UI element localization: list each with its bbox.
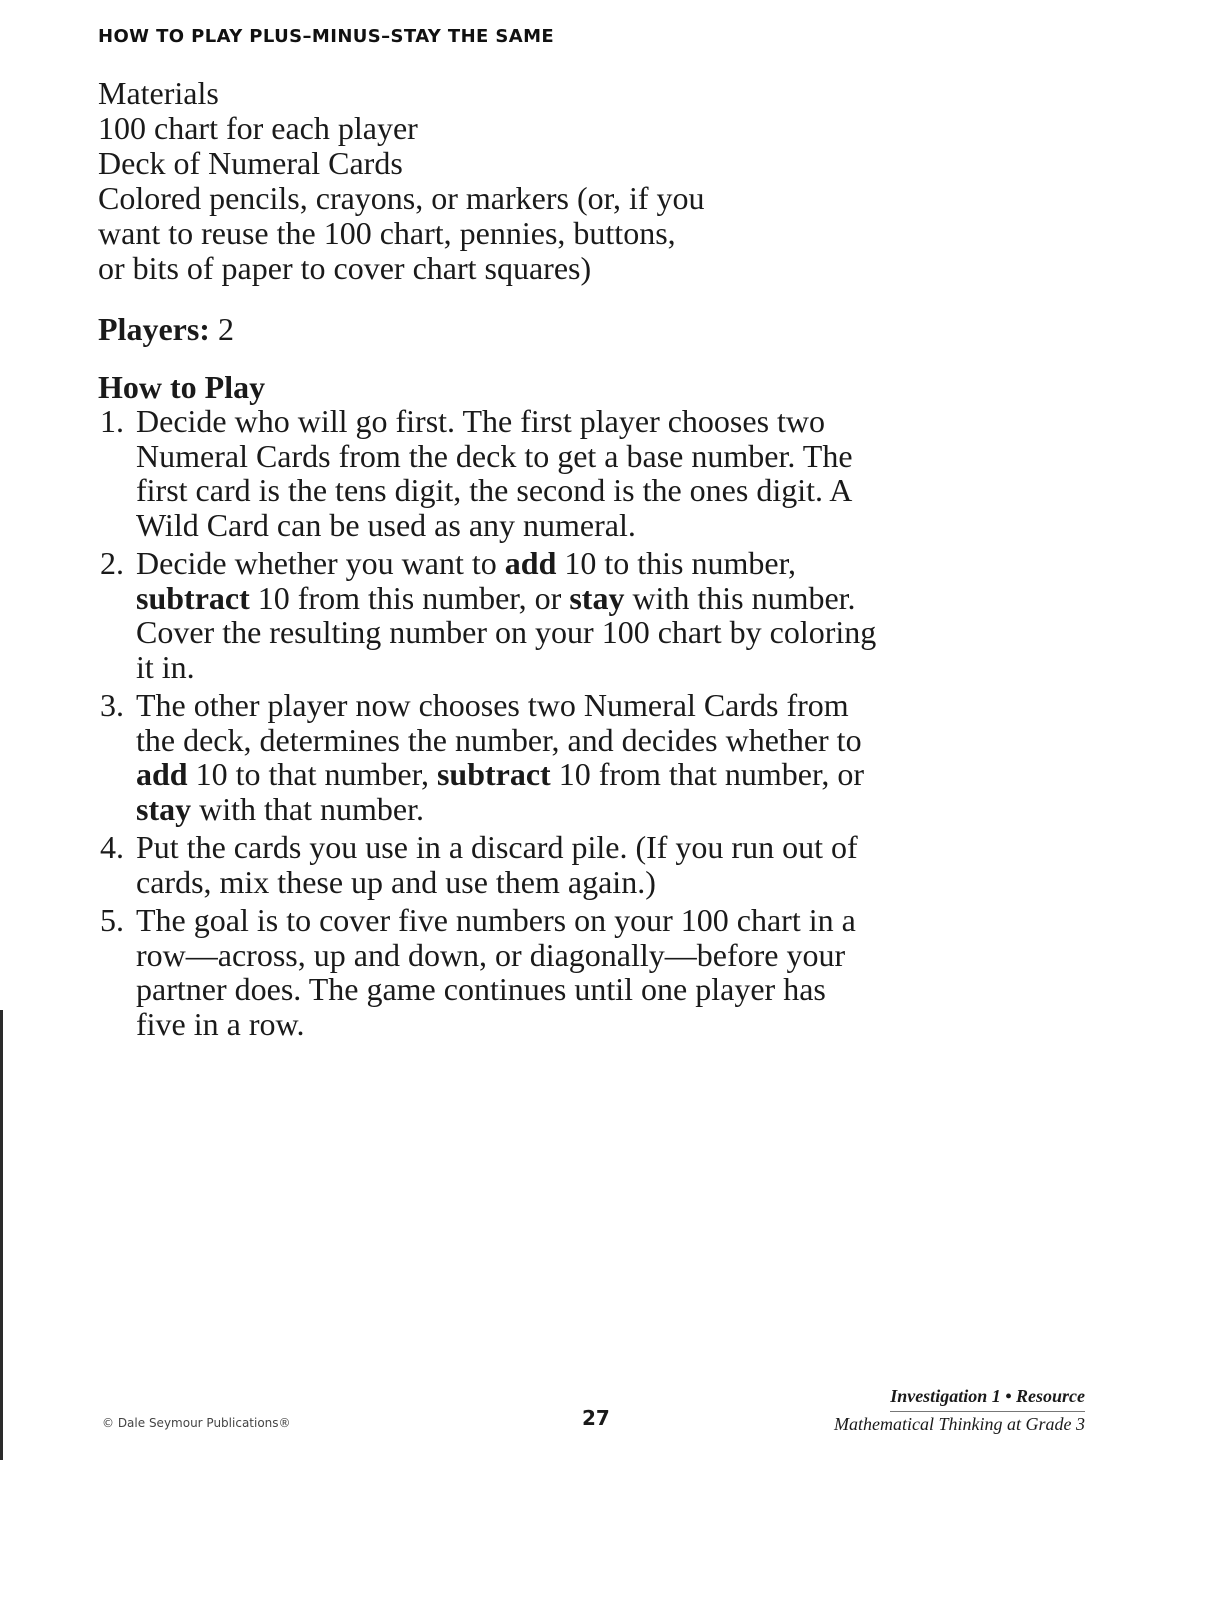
keyword-add: add <box>504 545 557 581</box>
step-text: 10 from this number, or <box>249 579 570 616</box>
step-text: The goal is to cover five numbers on your 100 chart in a row—across, up and down, or diagonally—before your partner does. The game continues until one player has five in a row. <box>136 902 856 1042</box>
materials-item: or bits of paper to cover chart squares) <box>98 250 592 286</box>
materials-item: Colored pencils, crayons, or markers (or, if you <box>98 180 705 216</box>
step-text: Decide who will go first. The first player chooses two Numeral Cards from the deck to get a base number. The first card is the tens digit, the second is the ones digit. A Wild Card can be used as any numeral. <box>136 403 853 543</box>
step-text: with this number. Cover the resulting number on your 100 chart by coloring it in. <box>136 579 877 685</box>
materials-heading: Materials <box>98 75 219 111</box>
step-item <box>100 546 880 684</box>
step-text: 10 to this number, <box>556 545 796 581</box>
step-number: 2. <box>100 545 124 581</box>
materials-item: want to reuse the 100 chart, pennies, buttons, <box>98 215 676 251</box>
step-text: Put the cards you use in a discard pile. (If you run out of cards, mix these up and use them again.) <box>136 829 858 900</box>
keyword-stay: stay <box>569 579 625 616</box>
keyword-stay: stay <box>136 790 192 827</box>
copyright-notice: © Dale Seymour Publications® <box>102 1416 291 1430</box>
step-text: 10 to that number, <box>187 756 437 792</box>
page-number: 27 <box>582 1406 610 1430</box>
players-value: 2 <box>217 311 234 347</box>
step-number: 3. <box>100 687 124 723</box>
step-item <box>100 688 880 826</box>
step-number: 5. <box>100 902 124 938</box>
keyword-add: add <box>136 756 188 792</box>
keyword-subtract: subtract <box>136 579 250 616</box>
steps-list <box>100 404 880 1045</box>
page-header: HOW TO PLAY PLUS–MINUS–STAY THE SAME <box>98 26 555 47</box>
materials-section <box>98 76 858 286</box>
step-text: The other player now chooses two Numeral Cards from the deck, determines the number, and decides whether to <box>136 687 862 758</box>
footer-resource-info <box>834 1384 1085 1437</box>
step-text: 10 from that number, or <box>550 756 865 792</box>
how-to-play-heading: How to Play <box>98 369 266 405</box>
footer-investigation: Investigation 1 • Resource <box>890 1384 1085 1412</box>
step-text: Decide whether you want to <box>136 545 505 581</box>
step-number: 1. <box>100 403 124 439</box>
step-text: with that number. <box>191 790 424 827</box>
footer-book-title: Mathematical Thinking at Grade 3 <box>834 1414 1085 1434</box>
step-number: 4. <box>100 829 124 865</box>
step-item <box>100 903 880 1041</box>
keyword-subtract: subtract <box>436 756 551 792</box>
scan-edge-artifact <box>0 1010 3 1460</box>
materials-item: Deck of Numeral Cards <box>98 145 403 181</box>
materials-item: 100 chart for each player <box>98 110 418 146</box>
players-label: Players: <box>98 311 210 347</box>
step-item <box>100 404 880 542</box>
players-line <box>98 312 234 347</box>
step-item <box>100 830 880 899</box>
